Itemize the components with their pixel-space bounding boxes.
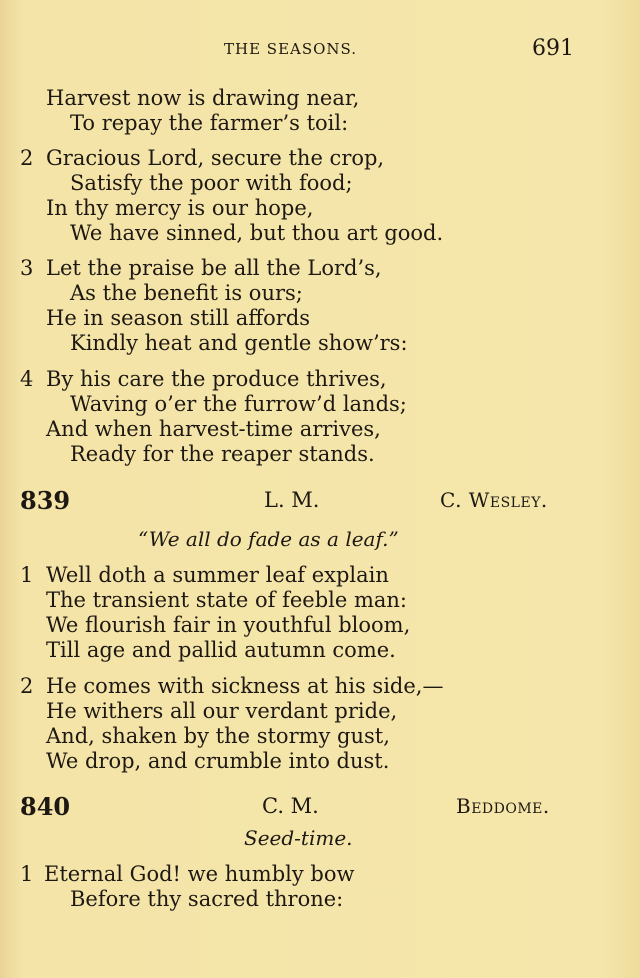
verse-line: We have sinned, but thou art good. <box>70 221 444 245</box>
hymn-meter: L. M. <box>264 488 320 512</box>
running-title: THE SEASONS. <box>224 40 358 58</box>
verse-line: Kindly heat and gentle show’rs: <box>70 331 408 355</box>
hymn-number: 840 <box>20 792 71 821</box>
verse-line: Harvest now is drawing near, <box>46 86 360 110</box>
verse-line: In thy mercy is our hope, <box>46 196 314 220</box>
verse-line: Gracious Lord, secure the crop, <box>46 146 385 170</box>
verse-line: And, shaken by the stormy gust, <box>46 724 390 748</box>
verse-line: Ready for the reaper stands. <box>70 442 375 466</box>
verse-line: To repay the farmer’s toil: <box>70 111 349 135</box>
verse-line: And when harvest-time arrives, <box>46 417 381 441</box>
page-header <box>0 38 640 68</box>
verse-line: The transient state of feeble man: <box>46 588 408 612</box>
verse-line: Let the praise be all the Lord’s, <box>46 256 382 280</box>
verse-line: He comes with sickness at his side,— <box>46 674 444 698</box>
hymn-subtitle: Seed-time. <box>244 826 353 850</box>
hymn-number: 839 <box>20 486 71 515</box>
verse-number: 1 <box>20 862 34 886</box>
verse-number: 2 <box>20 146 34 170</box>
verse-number: 4 <box>20 367 34 391</box>
page-number: 691 <box>532 36 574 61</box>
verse-number: 1 <box>20 563 34 587</box>
hymn-author: C. Wesley. <box>440 488 548 512</box>
verse-line: We flourish fair in youthful bloom, <box>46 613 411 637</box>
verse-line: Before thy sacred throne: <box>70 887 344 911</box>
hymn-subtitle: “We all do fade as a leaf.” <box>138 527 399 551</box>
verse-line: Satisfy the poor with food; <box>70 171 353 195</box>
verse-line: As the benefit is ours; <box>70 281 303 305</box>
verse-line: Till age and pallid autumn come. <box>46 638 396 662</box>
verse-line: By his care the produce thrives, <box>46 367 387 391</box>
verse-line: Waving o’er the furrow’d lands; <box>70 392 407 416</box>
verse-number: 2 <box>20 674 34 698</box>
hymn-meter: C. M. <box>262 794 319 818</box>
verse-number: 3 <box>20 256 34 280</box>
hymn-author: Beddome. <box>456 794 550 818</box>
verse-line: Well doth a summer leaf explain <box>46 563 389 587</box>
verse-line: He withers all our verdant pride, <box>46 699 398 723</box>
verse-line: We drop, and crumble into dust. <box>46 749 390 773</box>
verse-line: Eternal God! we humbly bow <box>44 862 355 886</box>
verse-line: He in season still affords <box>46 306 311 330</box>
